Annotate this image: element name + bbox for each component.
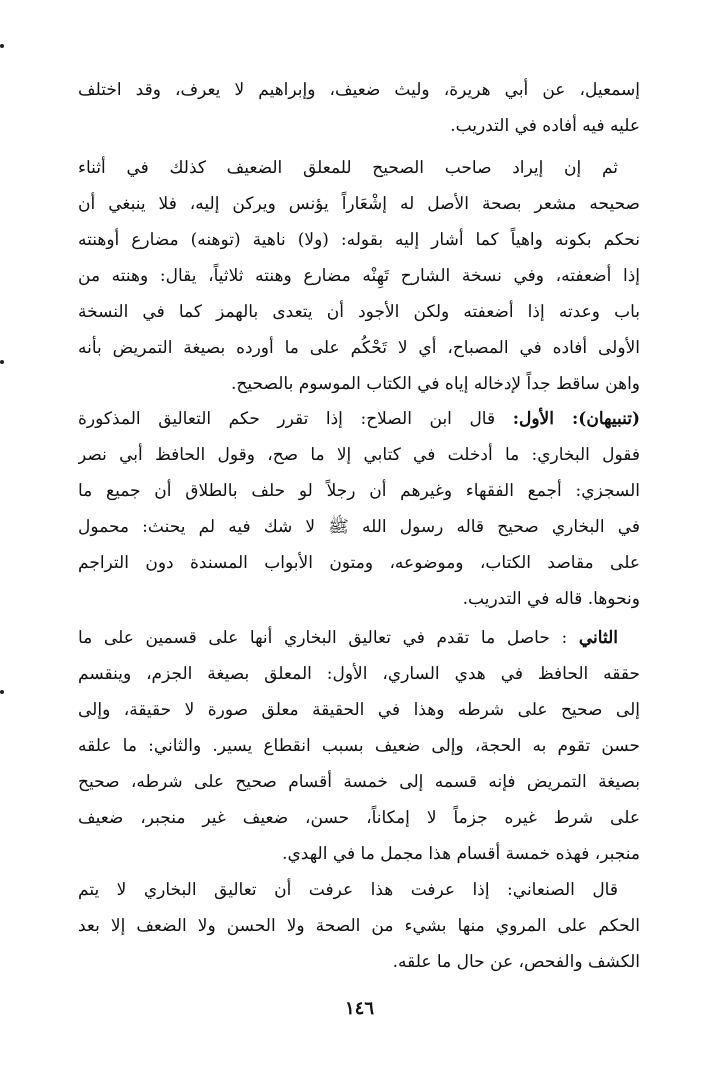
paragraph-1 xyxy=(78,72,640,144)
text-line: إلى صحيح على شرطه وهذا في الحقيقة معلق صورة لا حقيقة، وإلى xyxy=(78,700,640,720)
text-line: الحكم على المروي منها بشيء من الصحة ولا الحسن ولا الضعف إلا بعد xyxy=(78,916,640,936)
text-line: إسمعيل، عن أبي هريرة، وليث ضعيف، وإبراهيم لا يعرف، وقد اختلف xyxy=(78,80,640,100)
paragraph-3 xyxy=(78,401,640,617)
text-line: إذا أضعفته، وفي نسخة الشارح تَهِنْه مضارع وهنته ثلاثياً، يقال: وهنته من xyxy=(78,266,640,286)
page-number: ١٤٦ xyxy=(344,998,374,1019)
text-line: حسن تقوم به الحجة، وإلى ضعيف بسبب انقطاع يسير. والثاني: ما علقه xyxy=(78,736,640,756)
text-line xyxy=(78,401,640,437)
section-lead: الثاني xyxy=(578,628,618,648)
text-line: الكشف والفحص، عن حال ما علقه. xyxy=(392,952,640,972)
text-run: قال ابن الصلاح: إذا تقرر حكم التعاليق المذكورة xyxy=(78,409,496,429)
text-line xyxy=(78,620,640,656)
paragraph-4 xyxy=(78,620,640,872)
text-line: نحكم بكونه واهياً كما أشار إليه بقوله: (ولا) ناهية (توهنه) مضارع أوهنته xyxy=(78,230,640,250)
text-line: في البخاري صحيح قاله رسول الله ﷺ لا شك فيه لم يحنث: محمول xyxy=(78,517,640,537)
text-line: الأولى أفاده في المصباح، أي لا تَحْكُم على ما أورده بصيغة التمريض بأنه xyxy=(78,338,640,358)
text-line: على مقاصد الكتاب، وموضوعه، ومتون الأبواب المسندة دون التراجم xyxy=(78,553,640,573)
text-line: حققه الحافظ في هدي الساري، الأول: المعلق بصيغة الجزم، وينقسم xyxy=(78,664,640,684)
margin-mark xyxy=(0,360,4,364)
text-line: باب وعدته إذا أضعفته ولكن الأجود أن يتعدى بالهمز كما في النسخة xyxy=(78,302,640,322)
text-line: ونحوها. قاله في التدريب. xyxy=(462,589,640,609)
text-line: عليه فيه أفاده في التدريب. xyxy=(450,116,640,136)
text-line: صحيحه مشعر بصحة الأصل له إشْعَاراً يؤنس ويركن إليه، فلا ينبغي أن xyxy=(78,194,640,214)
text-run: : حاصل ما تقدم في تعاليق البخاري أنها على قسمين على ما xyxy=(78,628,568,648)
section-lead: (تنبيهان): الأول: xyxy=(512,409,640,429)
text-line: بصيغة التمريض فإنه قسمه إلى خمسة أقسام صحيح على شرطه، صحيح xyxy=(78,772,640,792)
text-line: فقول البخاري: ما أدخلت في كتابي إلا ما صح، وقول الحافظ أبي نصر xyxy=(78,445,640,465)
text-line: ثم إن إيراد صاحب الصحيح للمعلق الضعيف كذلك في أثناء xyxy=(78,158,618,178)
text-line: منجبر، فهذه خمسة أقسام هذا مجمل ما في الهدي. xyxy=(282,844,640,864)
text-line: واهن ساقط جداً لإدخاله إياه في الكتاب الموسوم بالصحيح. xyxy=(231,374,640,394)
margin-mark xyxy=(0,44,4,48)
margin-mark xyxy=(0,690,4,694)
text-line: على شرط غيره جزماً لا إمكاناً، حسن، ضعيف غير منجبر، ضعيف xyxy=(78,808,640,828)
paragraph-2 xyxy=(78,150,640,402)
paragraph-5 xyxy=(78,872,640,980)
text-line: السجزي: أجمع الفقهاء وغيرهم أن رجلاً لو حلف بالطلاق أن جميع ما xyxy=(78,481,640,501)
text-line: قال الصنعاني: إذا عرفت هذا عرفت أن تعاليق البخاري لا يتم xyxy=(78,880,618,900)
